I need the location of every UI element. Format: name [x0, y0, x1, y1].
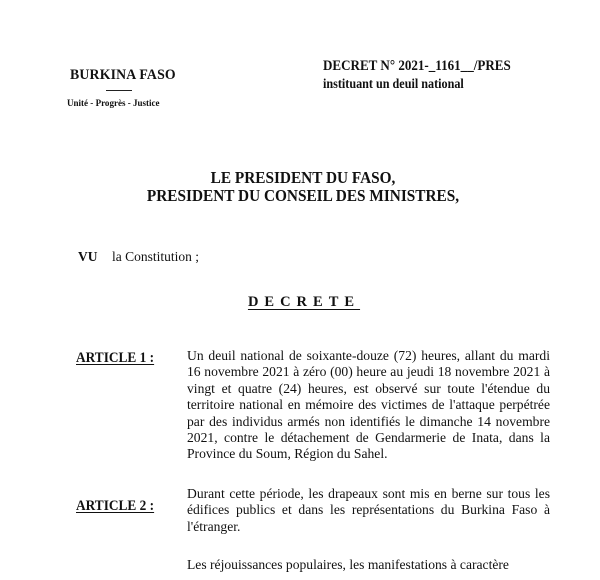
- vu-text: la Constitution ;: [112, 249, 200, 264]
- vu-label: VU: [78, 249, 98, 264]
- article-1-label: ARTICLE 1 :: [76, 350, 155, 366]
- article-1-text: Un deuil national de soixante-douze (72) heures, allant du mardi 16 novembre 2021 à zéro (00) heure au jeudi 18 novembre 2021 à vingt et quatre (24) heures, est observé sur toute l'étendue du territoire national en mémoire des victimes de l'attaque perpétrée par des individus armés non identifiés le dimanche 14 novembre 2021, contre le détachement de Gendarmerie de Inata, dans la Province du Soum, Région du Sahel.: [187, 348, 550, 462]
- country-divider: [106, 90, 132, 91]
- article-2-text: Durant cette période, les drapeaux sont mis en berne sur tous les édifices publics et dans les représentations du Burkina Faso à l'étranger.: [187, 486, 550, 534]
- president-title-line-2: PRESIDENT DU CONSEIL DES MINISTRES,: [146, 186, 460, 205]
- country-name: BURKINA FASO: [70, 67, 176, 83]
- decree-number: DECRET N° 2021-_1161__/PRES: [323, 58, 511, 74]
- decrete-heading: DECRETE: [247, 294, 361, 310]
- decree-subtitle: instituant un deuil national: [323, 76, 464, 91]
- national-motto: Unité - Progrès - Justice: [67, 99, 160, 109]
- president-title-line-1: LE PRESIDENT DU FASO,: [210, 168, 396, 187]
- article-2-label: ARTICLE 2 :: [76, 498, 155, 514]
- article-2-continuation: Les réjouissances populaires, les manifestations à caractère: [187, 557, 509, 572]
